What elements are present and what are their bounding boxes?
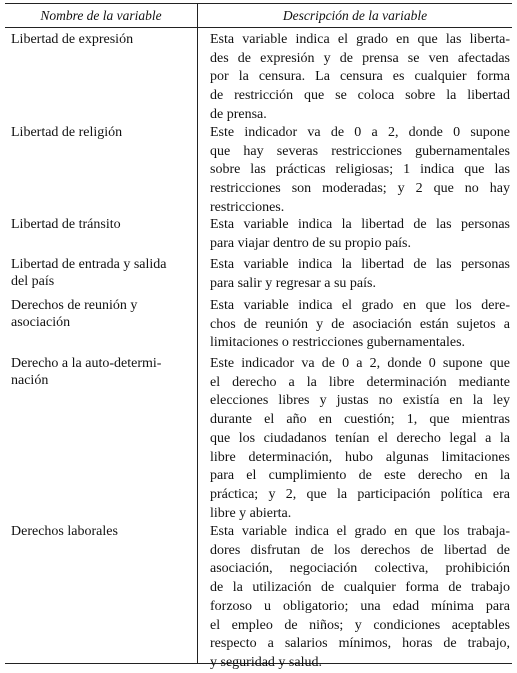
header-variable-name: Nombre de la variable <box>40 8 162 23</box>
variable-name: Libertad de expresión <box>11 32 134 47</box>
variable-name: Libertad de tránsito <box>11 217 121 232</box>
variable-name: Libertad de religión <box>11 125 123 140</box>
variable-description: Esta variable indica el grado en que los dere- chos de reunión y de asociación están sujetos a limitaciones o restricciones gubernamentales. <box>210 298 510 351</box>
variable-description: Esta variable indica el grado en que los trabaja- dores disfrutan de los derechos de libertad de asociación, negociación colectiva, prohibición de la utilización de cualquier forma de trabajo forzoso u obligatorio; una edad mínima para el empleo de niños; y condiciones aceptables respecto a salarios mínimos, horas de trabajo, y seguridad y salud. <box>210 524 510 670</box>
variable-description: Esta variable indica el grado en que las liberta- des de expresión y de prensa se ven afectadas por la censura. La censura es cualquier forma de restricción que se coloca sobre la libertad de prensa. <box>210 32 510 122</box>
variable-name: Derecho a la auto-determi- nación <box>11 356 162 388</box>
body-column-divider <box>197 27 198 663</box>
variable-name: Libertad de entrada y salida del país <box>11 257 167 289</box>
table-header-rule <box>5 27 512 28</box>
variable-description: Esta variable indica la libertad de las personas para viajar dentro de su propio país. <box>210 217 510 251</box>
variable-description: Este indicador va de 0 a 2, donde 0 supone que el derecho a la libre determinación mediante elecciones libres y justas no existía en la ley durante el año en cuestión; 1, que mientras que los ciudadanos tenían el derecho legal a la libre determinación, hubo algunas limitaciones para el cumplimiento de este derecho en la práctica; y 2, que la participación política era libre y abierta. <box>210 356 510 521</box>
header-variable-description: Descripción de la variable <box>282 8 428 23</box>
variable-name: Derechos de reunión y asociación <box>11 298 138 330</box>
table-top-rule <box>5 3 512 4</box>
variable-description: Este indicador va de 0 a 2, donde 0 supone que hay severas restricciones gubernamentales sobre las prácticas religiosas; 1 indica que las restricciones son moderadas; y 2 que no hay restricciones. <box>210 125 510 215</box>
variable-description: Esta variable indica la libertad de las personas para salir y regresar a su país. <box>210 257 510 291</box>
variable-name: Derechos laborales <box>11 524 118 539</box>
